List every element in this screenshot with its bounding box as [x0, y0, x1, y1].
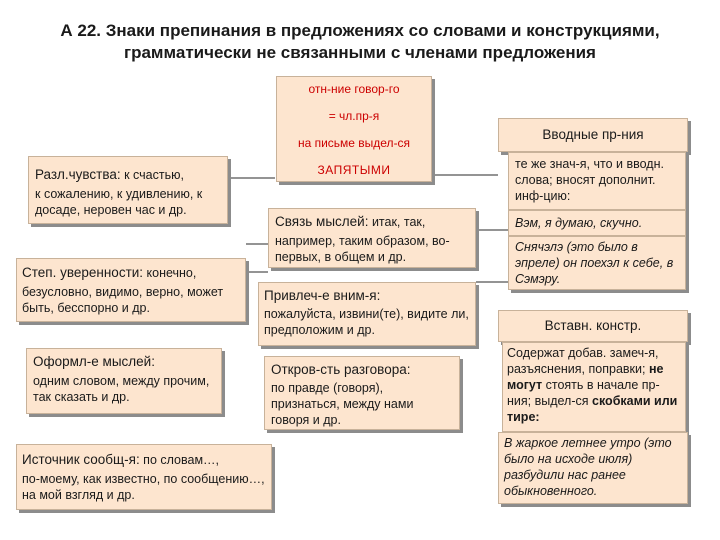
title-line-1: А 22. Знаки препинания в предложениях со словами и конструкциями,: [60, 21, 660, 40]
left-box-feelings: [28, 156, 228, 224]
center-box: [276, 76, 432, 182]
attention-body: пожалуйста, извини(те), видите ли, предположим и др.: [264, 307, 469, 337]
certainty-head-rest: конечно,: [143, 266, 197, 280]
certainty-head: Степ. уверенности:: [22, 265, 144, 280]
insert-text-2: стоять в начале пр-ния; выдел-ся: [507, 378, 660, 408]
frankness-body: по правде (говоря), признаться, между нами говоря и др.: [271, 381, 414, 427]
right-box-example-2: [508, 236, 686, 290]
certainty-body: безусловно, видимо, верно, может быть, бесспорно и др.: [22, 285, 224, 315]
middle-box-connection: [268, 208, 476, 268]
center-line-4: ЗАПЯТЫМИ: [317, 163, 391, 177]
source-body: по-моему, как известно, по сообщению…, на мой взгляд и др.: [22, 472, 265, 502]
insert-title: Вставн. констр.: [544, 318, 642, 333]
right-box-insert-text: [502, 342, 686, 432]
right-box-insert-title: [498, 310, 688, 342]
right-box-intro-text: [508, 152, 686, 210]
center-line-3: на письме выдел-ся: [297, 136, 411, 150]
feelings-head-rest: к счастью,: [120, 168, 184, 182]
middle-box-frankness: [264, 356, 460, 430]
connection-head: Связь мыслей:: [275, 214, 369, 229]
insert-text-1: Содержат добав. замеч-я, разъяснения, поправки;: [507, 346, 659, 376]
insert-marks: скобками или тире:: [507, 394, 678, 424]
connection-body: например, таким образом, во-первых, в общем и др.: [275, 234, 450, 264]
right-box-example-3: [498, 432, 688, 504]
thoughts-body: одним словом, между прочим, так сказать и др.: [33, 374, 210, 404]
source-head-rest: по словам…,: [139, 453, 220, 467]
middle-box-attention: [258, 282, 476, 346]
title-line-2: грамматически не связанными с членами предложения: [124, 43, 596, 62]
attention-head: Привлеч-е вним-я:: [264, 288, 381, 303]
insert-not: не могут: [507, 362, 664, 392]
left-box-source: [16, 444, 272, 510]
source-head: Источник сообщ-я:: [22, 452, 140, 467]
connection-head-rest: итак, так,: [368, 215, 426, 229]
center-line-2: = чл.пр-я: [328, 109, 380, 123]
frankness-head: Откров-сть разговора:: [271, 362, 411, 377]
example-3: В жаркое летнее утро (это было на исходе июля) разбудили нас ранее обыкновенного.: [504, 436, 672, 498]
example-2: Снячэлэ (это было в эпреле) он поехэл к себе, в Сэмэру.: [515, 240, 674, 286]
example-1: Вэм, я думаю, скучно.: [515, 216, 643, 230]
left-box-thoughts: [26, 348, 222, 414]
intro-title: Вводные пр-ния: [542, 127, 644, 142]
feelings-head: Разл.чувства:: [35, 167, 121, 182]
left-box-certainty: [16, 258, 246, 322]
feelings-body: к сожалению, к удивлению, к досаде, неровен час и др.: [35, 187, 203, 217]
right-box-example-1: [508, 210, 686, 236]
intro-text: те же знач-я, что и вводн. слова; вносят дополнит. инф-цию:: [515, 157, 664, 203]
center-line-1: отн-ние говор-го: [308, 82, 400, 96]
thoughts-head: Оформл-е мыслей:: [33, 354, 155, 369]
right-box-intro-title: [498, 118, 688, 152]
